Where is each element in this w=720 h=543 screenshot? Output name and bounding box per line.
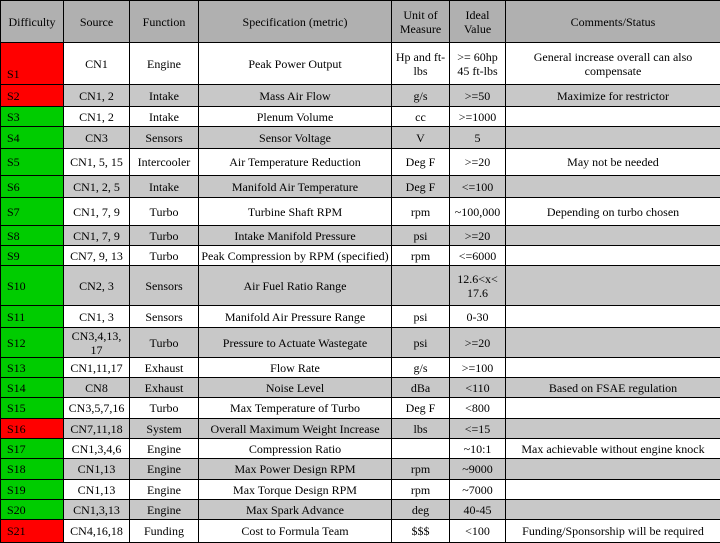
difficulty-badge: S14 (1, 378, 64, 398)
cell-source: CN1,3,4,6 (64, 439, 130, 459)
cell-source: CN1, 2 (64, 85, 130, 107)
cell-source: CN7,11,18 (64, 419, 130, 439)
difficulty-badge: S7 (1, 198, 64, 226)
difficulty-badge: S16 (1, 419, 64, 439)
cell-spec: Max Spark Advance (199, 500, 392, 520)
cell-spec: Air Fuel Ratio Range (199, 266, 392, 306)
cell-ideal: 5 (450, 127, 506, 149)
difficulty-badge: S11 (1, 306, 64, 328)
cell-ideal: >=100 (450, 358, 506, 378)
difficulty-badge: S21 (1, 520, 64, 543)
cell-function: Intake (130, 176, 199, 198)
table-row (1, 328, 720, 358)
difficulty-badge: S15 (1, 398, 64, 419)
table-row (1, 500, 720, 520)
cell-unit: rpm (392, 198, 450, 226)
table-row (1, 459, 720, 480)
difficulty-badge: S1 (1, 43, 64, 85)
cell-source: CN2, 3 (64, 266, 130, 306)
cell-spec: Mass Air Flow (199, 85, 392, 107)
cell-ideal: ~9000 (450, 459, 506, 480)
cell-source: CN7, 9, 13 (64, 246, 130, 266)
cell-function: Engine (130, 459, 199, 480)
difficulty-badge: S6 (1, 176, 64, 198)
cell-unit: deg (392, 500, 450, 520)
cell-function: Engine (130, 480, 199, 500)
header-ideal: Ideal Value (450, 1, 506, 43)
difficulty-badge: S18 (1, 459, 64, 480)
cell-spec: Max Power Design RPM (199, 459, 392, 480)
cell-source: CN3 (64, 127, 130, 149)
cell-spec: Peak Power Output (199, 43, 392, 85)
cell-ideal: <800 (450, 398, 506, 419)
cell-unit: Deg F (392, 398, 450, 419)
cell-ideal: >=20 (450, 149, 506, 176)
table-row (1, 85, 720, 107)
cell-function: Engine (130, 439, 199, 459)
cell-comments (506, 419, 720, 439)
cell-ideal: <100 (450, 520, 506, 543)
cell-source: CN4,16,18 (64, 520, 130, 543)
cell-function: Intake (130, 85, 199, 107)
table-row (1, 43, 720, 85)
cell-spec: Air Temperature Reduction (199, 149, 392, 176)
cell-unit: dBa (392, 378, 450, 398)
cell-function: Sensors (130, 266, 199, 306)
cell-function: Turbo (130, 198, 199, 226)
cell-unit: cc (392, 107, 450, 127)
cell-ideal: 0-30 (450, 306, 506, 328)
header-unit: Unit of Measure (392, 1, 450, 43)
table-row (1, 419, 720, 439)
cell-comments (506, 226, 720, 246)
cell-unit: psi (392, 306, 450, 328)
difficulty-badge: S19 (1, 480, 64, 500)
difficulty-badge: S12 (1, 328, 64, 358)
cell-source: CN1,3,13 (64, 500, 130, 520)
cell-source: CN1, 7, 9 (64, 226, 130, 246)
cell-unit (392, 266, 450, 306)
difficulty-badge: S2 (1, 85, 64, 107)
cell-spec: Turbine Shaft RPM (199, 198, 392, 226)
cell-ideal: <110 (450, 378, 506, 398)
table-row (1, 378, 720, 398)
cell-function: Exhaust (130, 358, 199, 378)
cell-unit: $$$ (392, 520, 450, 543)
cell-function: Turbo (130, 328, 199, 358)
cell-comments (506, 358, 720, 378)
table-row (1, 398, 720, 419)
table-row (1, 226, 720, 246)
cell-source: CN1, 7, 9 (64, 198, 130, 226)
table-row (1, 107, 720, 127)
cell-unit: rpm (392, 480, 450, 500)
cell-ideal: <=100 (450, 176, 506, 198)
cell-source: CN1, 2 (64, 107, 130, 127)
cell-source: CN1 (64, 43, 130, 85)
cell-comments (506, 176, 720, 198)
cell-comments (506, 328, 720, 358)
cell-spec: Compression Ratio (199, 439, 392, 459)
cell-function: System (130, 419, 199, 439)
cell-comments: Based on FSAE regulation (506, 378, 720, 398)
cell-comments: General increase overall can also compensate (506, 43, 720, 85)
cell-ideal: 12.6<x< 17.6 (450, 266, 506, 306)
cell-function: Engine (130, 43, 199, 85)
cell-ideal: ~7000 (450, 480, 506, 500)
cell-unit: g/s (392, 85, 450, 107)
table-row (1, 198, 720, 226)
cell-unit (392, 439, 450, 459)
difficulty-badge: S13 (1, 358, 64, 378)
cell-ideal: ~100,000 (450, 198, 506, 226)
cell-comments: Depending on turbo chosen (506, 198, 720, 226)
table-row (1, 439, 720, 459)
cell-source: CN8 (64, 378, 130, 398)
header-function: Function (130, 1, 199, 43)
cell-comments (506, 459, 720, 480)
difficulty-badge: S20 (1, 500, 64, 520)
cell-spec: Flow Rate (199, 358, 392, 378)
cell-function: Turbo (130, 398, 199, 419)
cell-comments (506, 306, 720, 328)
difficulty-badge: S17 (1, 439, 64, 459)
cell-function: Intake (130, 107, 199, 127)
cell-comments (506, 266, 720, 306)
cell-function: Funding (130, 520, 199, 543)
cell-source: CN3,5,7,16 (64, 398, 130, 419)
cell-spec: Manifold Air Temperature (199, 176, 392, 198)
cell-comments: Max achievable without engine knock (506, 439, 720, 459)
cell-spec: Peak Compression by RPM (specified) (199, 246, 392, 266)
cell-spec: Max Torque Design RPM (199, 480, 392, 500)
cell-comments: Maximize for restrictor (506, 85, 720, 107)
cell-comments (506, 107, 720, 127)
cell-spec: Max Temperature of Turbo (199, 398, 392, 419)
cell-unit: psi (392, 328, 450, 358)
cell-source: CN1, 2, 5 (64, 176, 130, 198)
cell-spec: Pressure to Actuate Wastegate (199, 328, 392, 358)
cell-spec: Manifold Air Pressure Range (199, 306, 392, 328)
table-row (1, 246, 720, 266)
cell-unit: Deg F (392, 149, 450, 176)
header-source: Source (64, 1, 130, 43)
table-row (1, 306, 720, 328)
cell-comments (506, 398, 720, 419)
cell-unit: g/s (392, 358, 450, 378)
table-row (1, 176, 720, 198)
cell-ideal: >= 60hp 45 ft-lbs (450, 43, 506, 85)
difficulty-badge: S3 (1, 107, 64, 127)
cell-unit: V (392, 127, 450, 149)
header-spec: Specification (metric) (199, 1, 392, 43)
cell-ideal: 40-45 (450, 500, 506, 520)
header-comments: Comments/Status (506, 1, 720, 43)
cell-comments: May not be needed (506, 149, 720, 176)
cell-function: Exhaust (130, 378, 199, 398)
cell-spec: Intake Manifold Pressure (199, 226, 392, 246)
cell-function: Sensors (130, 127, 199, 149)
table-row (1, 266, 720, 306)
table-row (1, 480, 720, 500)
cell-comments (506, 480, 720, 500)
cell-spec: Noise Level (199, 378, 392, 398)
cell-spec: Sensor Voltage (199, 127, 392, 149)
difficulty-badge: S8 (1, 226, 64, 246)
cell-source: CN3,4,13, 17 (64, 328, 130, 358)
cell-source: CN1,11,17 (64, 358, 130, 378)
cell-ideal: >=20 (450, 328, 506, 358)
table-row (1, 127, 720, 149)
cell-comments: Funding/Sponsorship will be required (506, 520, 720, 543)
cell-ideal: ~10:1 (450, 439, 506, 459)
cell-comments (506, 127, 720, 149)
cell-ideal: <=6000 (450, 246, 506, 266)
cell-comments (506, 246, 720, 266)
cell-spec: Overall Maximum Weight Increase (199, 419, 392, 439)
table-row (1, 520, 720, 543)
cell-unit: rpm (392, 246, 450, 266)
difficulty-badge: S9 (1, 246, 64, 266)
cell-function: Intercooler (130, 149, 199, 176)
cell-unit: rpm (392, 459, 450, 480)
cell-function: Sensors (130, 306, 199, 328)
cell-comments (506, 500, 720, 520)
cell-function: Engine (130, 500, 199, 520)
cell-source: CN1, 3 (64, 306, 130, 328)
cell-spec: Cost to Formula Team (199, 520, 392, 543)
cell-ideal: >=1000 (450, 107, 506, 127)
cell-function: Turbo (130, 226, 199, 246)
cell-unit: lbs (392, 419, 450, 439)
cell-spec: Plenum Volume (199, 107, 392, 127)
difficulty-badge: S10 (1, 266, 64, 306)
cell-function: Turbo (130, 246, 199, 266)
header-difficulty: Difficulty (1, 1, 64, 43)
cell-source: CN1, 5, 15 (64, 149, 130, 176)
difficulty-badge: S5 (1, 149, 64, 176)
cell-unit: psi (392, 226, 450, 246)
cell-unit: Hp and ft-lbs (392, 43, 450, 85)
table-row (1, 149, 720, 176)
table-row (1, 358, 720, 378)
cell-ideal: >=50 (450, 85, 506, 107)
cell-ideal: >=20 (450, 226, 506, 246)
cell-ideal: <=15 (450, 419, 506, 439)
cell-unit: Deg F (392, 176, 450, 198)
difficulty-badge: S4 (1, 127, 64, 149)
cell-source: CN1,13 (64, 459, 130, 480)
cell-source: CN1,13 (64, 480, 130, 500)
